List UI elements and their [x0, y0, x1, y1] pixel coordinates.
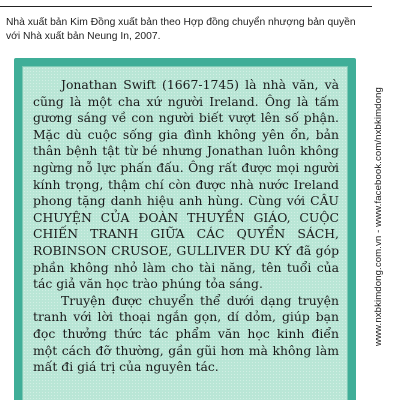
publisher-website-vertical: www.nxbkimdong.com.vn - www.facebook.com/nxbkimdong: [373, 87, 384, 347]
panel-text: [33, 77, 339, 376]
text-frame: [14, 58, 356, 400]
paragraph-adaptation: Truyện được chuyển thể dưới dạng truyện tranh với lời thoại ngắn gọn, dí dỏm, giúp bạn đọc thưởng thức tác phẩm văn học kinh điển một cách đỡ thường, gần gũi hơn mà không làm mất đi giá trị của nguyên tác.: [33, 292, 339, 375]
top-divider: [0, 6, 372, 7]
paragraph-author-bio: Jonathan Swift (1667-1745) là nhà văn, và cũng là một cha xứ người Ireland. Ông là tấm gương sáng về con người biết vượt lên số phận. Mặc dù cuộc sống gia đình không yên ổn, bản thân bệnh tật từ bé nhưng Jonathan luôn không ngừng nỗ lực phấn đấu. Ông rất được mọi người kính trọng, thậm chí còn được nhà nước Ireland phong tặng danh hiệu anh hùng. Cùng với CÂU CHUYỆN CỦA ĐOÀN THUYỀN GIÁO, CUỘC CHIẾN TRANH GIỮA CÁC QUYỂN SÁCH, ROBINSON CRUSOE, GULLIVER DU KÝ đã góp phần không nhỏ làm cho tài năng, tên tuổi của tác giả văn học trào phúng tỏa sáng.: [33, 77, 339, 292]
copyright-notice: Nhà xuất bản Kim Đồng xuất bản theo Hợp đồng chuyển nhượng bản quyền với Nhà xuất bản Neung In, 2007.: [6, 17, 356, 42]
text-panel: [22, 66, 348, 400]
